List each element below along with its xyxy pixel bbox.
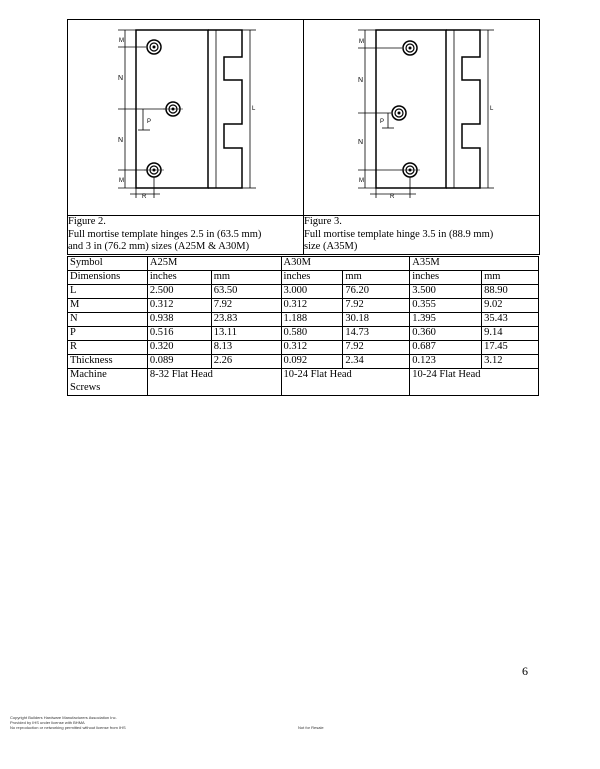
table-cell: 14.73: [343, 327, 410, 341]
figure-2-drawing-cell: [68, 20, 304, 216]
screws-a30m: 10-24 Flat Head: [281, 369, 410, 396]
table-cell: 23.83: [211, 313, 281, 327]
table-units-row: [68, 271, 539, 285]
table-cell: 2.34: [343, 355, 410, 369]
screw-hole-top: [403, 41, 417, 55]
row-symbol: R: [68, 341, 148, 355]
table-cell: 1.395: [410, 313, 482, 327]
screw-hole-bottom: [144, 163, 164, 177]
table-cell: 0.516: [147, 327, 211, 341]
row-symbol: M: [68, 299, 148, 313]
row-symbol: N: [68, 313, 148, 327]
table-cell: 17.45: [482, 341, 539, 355]
dim-label-p: P: [147, 119, 152, 125]
table-cell: 0.320: [147, 341, 211, 355]
figure-2-caption-line-1: Full mortise template hinges 2.5 in (63.5 mm): [68, 228, 262, 240]
table-cell: 1.188: [281, 313, 343, 327]
table-row: [68, 285, 539, 299]
dim-label-m-top: M: [119, 38, 124, 44]
screw-hole-bottom: [400, 163, 420, 177]
figure-table: [67, 19, 540, 255]
header-a30m: A30M: [281, 257, 410, 271]
table-cell: 2.26: [211, 355, 281, 369]
table-cell: 2.500: [147, 285, 211, 299]
table-cell: 0.312: [281, 341, 343, 355]
table-cell: 0.092: [281, 355, 343, 369]
figure-3-hinge-drawing: [304, 20, 539, 210]
dim-label-l: L: [490, 106, 494, 112]
dim-label-p: P: [380, 119, 385, 125]
unit-mm: mm: [482, 271, 539, 285]
table-row: [68, 327, 539, 341]
dim-label-r: R: [142, 194, 147, 200]
table-cell: 76.20: [343, 285, 410, 299]
screw-hole-middle: [163, 102, 183, 116]
row-symbol: L: [68, 285, 148, 299]
footer-line-1: Copyright Builders Hardware Manufacturers Association Inc.: [10, 715, 117, 720]
table-row: [68, 341, 539, 355]
dim-label-r: R: [390, 194, 395, 200]
figure-2-hinge-drawing: [68, 20, 303, 210]
screws-label: [68, 369, 148, 396]
figure-2-caption: [68, 216, 304, 255]
row-symbol: P: [68, 327, 148, 341]
screws-label-line-1: Machine: [70, 369, 107, 380]
table-cell: 0.312: [147, 299, 211, 313]
table-cell: 0.089: [147, 355, 211, 369]
copyright-footer: [10, 715, 126, 730]
table-cell: 0.938: [147, 313, 211, 327]
figure-3-drawing-cell: [304, 20, 540, 216]
table-cell: 30.18: [343, 313, 410, 327]
table-cell: 8.13: [211, 341, 281, 355]
dim-label-l: L: [252, 106, 256, 112]
dim-label-m-top: M: [359, 39, 364, 45]
knuckle-profile: [446, 30, 480, 188]
figure-3-title: Figure 3.: [304, 216, 342, 227]
screw-hole-middle: [392, 106, 406, 120]
header-symbol: Symbol: [68, 257, 148, 271]
footer-line-3: No reproduction or networking permitted without license from IHS: [10, 725, 126, 730]
row-symbol: Thickness: [68, 355, 148, 369]
screw-hole-top: [147, 40, 161, 54]
figure-2-caption-line-2: and 3 in (76.2 mm) sizes (A25M & A30M): [68, 241, 250, 252]
table-cell: 13.11: [211, 327, 281, 341]
header-a35m: A35M: [410, 257, 539, 271]
table-row: [68, 313, 539, 327]
figure-3-caption: [304, 216, 540, 255]
table-cell: 7.92: [343, 341, 410, 355]
dim-label-n-top: N: [117, 75, 123, 82]
table-cell: 3.000: [281, 285, 343, 299]
table-cell: 3.500: [410, 285, 482, 299]
table-cell: 0.687: [410, 341, 482, 355]
table-cell: 0.580: [281, 327, 343, 341]
unit-mm: mm: [211, 271, 281, 285]
unit-mm: mm: [343, 271, 410, 285]
dim-label-n-bottom: N: [117, 137, 123, 144]
figure-3-caption-line-2: size (A35M): [304, 241, 358, 252]
not-for-resale-footer: Not for Resale: [298, 725, 324, 730]
table-cell: 63.50: [211, 285, 281, 299]
figure-2-title: Figure 2.: [68, 216, 106, 227]
table-cell: 0.355: [410, 299, 482, 313]
table-cell: 88.90: [482, 285, 539, 299]
table-cell: 0.123: [410, 355, 482, 369]
table-cell: 35.43: [482, 313, 539, 327]
table-cell: 0.312: [281, 299, 343, 313]
hinge-leaf-outline: [376, 30, 446, 188]
figure-3-caption-line-1: Full mortise template hinge 3.5 in (88.9 mm): [304, 228, 494, 240]
table-cell: 7.92: [343, 299, 410, 313]
unit-inches: inches: [281, 271, 343, 285]
table-cell: 0.360: [410, 327, 482, 341]
table-cell: 3.12: [482, 355, 539, 369]
dim-label-n-top: N: [357, 77, 363, 84]
table-cell: 9.02: [482, 299, 539, 313]
table-row: [68, 355, 539, 369]
dim-label-m-bottom: M: [119, 178, 124, 184]
units-label: Dimensions: [68, 271, 148, 285]
dim-label-n-bottom: N: [357, 139, 363, 146]
dim-label-m-bottom: M: [359, 178, 364, 184]
table-cell: 7.92: [211, 299, 281, 313]
dimensions-table: [67, 256, 539, 396]
screws-a35m: 10-24 Flat Head: [410, 369, 539, 396]
page-number: 6: [522, 664, 528, 678]
screws-label-line-2: Screws: [70, 381, 101, 393]
unit-inches: inches: [147, 271, 211, 285]
unit-inches: inches: [410, 271, 482, 285]
table-header-row: [68, 257, 539, 271]
table-cell: 9.14: [482, 327, 539, 341]
footer-line-2: Provided by IHS under license with BHMA: [10, 720, 85, 725]
screws-a25m: 8-32 Flat Head: [147, 369, 281, 396]
header-a25m: A25M: [147, 257, 281, 271]
knuckle-profile: [208, 30, 242, 188]
table-row: [68, 299, 539, 313]
machine-screws-row: [68, 369, 539, 396]
